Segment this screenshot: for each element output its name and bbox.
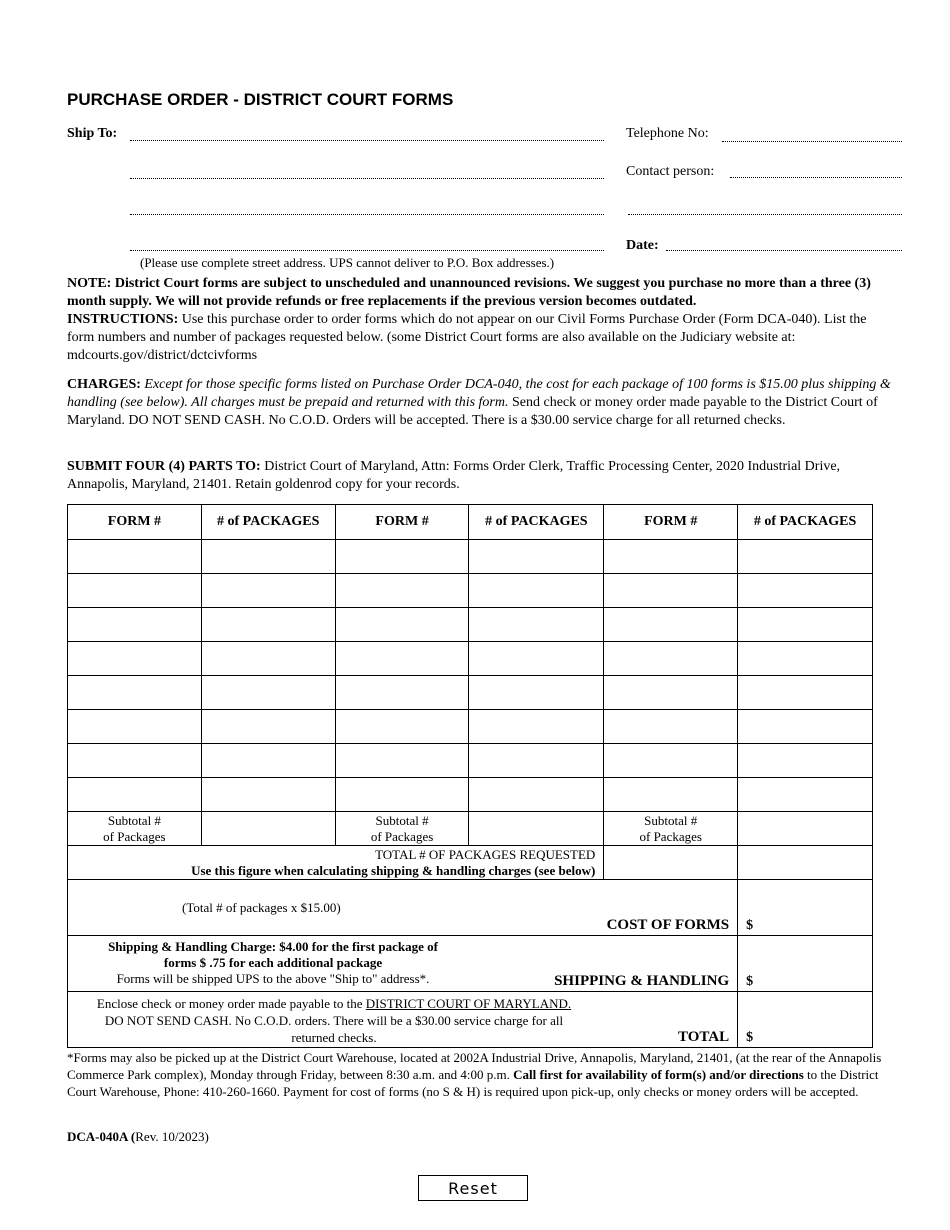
ship-to-line-2 [130, 178, 604, 179]
form-number-cell[interactable] [604, 778, 738, 812]
form-number-cell[interactable] [335, 710, 469, 744]
form-number-input[interactable] [604, 778, 737, 811]
cost-amount-cell[interactable] [738, 880, 873, 936]
form-number-input[interactable] [604, 608, 737, 641]
form-number-cell[interactable] [604, 676, 738, 710]
contact-extra-input[interactable] [628, 198, 904, 214]
form-number-cell[interactable] [68, 642, 202, 676]
form-number-cell[interactable] [68, 744, 202, 778]
subtotal-label-line1: Subtotal # [375, 812, 429, 828]
form-number-input[interactable] [604, 710, 737, 743]
subtotal-label-line2: of Packages [103, 828, 166, 844]
packages-input[interactable] [738, 642, 872, 675]
table-row [68, 540, 873, 574]
packages-input[interactable] [469, 574, 603, 607]
total-packages-line1: TOTAL # OF PACKAGES REQUESTED [375, 846, 596, 862]
subtotal-input-3[interactable] [738, 812, 872, 845]
total-label: TOTAL [677, 1029, 730, 1045]
table-row [68, 608, 873, 642]
enclose-payee: DISTRICT COURT OF MARYLAND. [365, 996, 572, 1011]
form-number-input[interactable] [68, 676, 201, 709]
form-number-cell[interactable] [68, 778, 202, 812]
packages-input[interactable] [738, 540, 872, 573]
packages-input[interactable] [738, 676, 872, 709]
total-packages-input[interactable] [738, 846, 872, 879]
table-header-row [68, 505, 873, 540]
form-number-input[interactable] [604, 744, 737, 777]
contact-person-label: Contact person: [626, 164, 715, 179]
shipping-row [68, 936, 873, 992]
cost-amount-input[interactable] [758, 918, 862, 934]
subtotal-label-line1: Subtotal # [644, 812, 698, 828]
ship-to-line-4 [130, 250, 604, 251]
packages-cell[interactable] [469, 574, 604, 608]
column-header-packages-1: # of PACKAGES [201, 505, 335, 540]
cost-dollar-sign: $ [746, 918, 754, 933]
pickup-bold-text: Call first for availability of form(s) and/or directions [513, 1067, 804, 1082]
packages-cell[interactable] [738, 676, 873, 710]
form-number-cell[interactable] [335, 778, 469, 812]
packages-cell[interactable] [201, 676, 335, 710]
submit-paragraph [67, 458, 897, 494]
submit-text: District Court of Maryland, Attn: Forms Order Clerk, Traffic Processing Center, 2020 Industrial Drive, Annapolis, Maryland, 21401. Retain goldenrod copy for your records. [67, 459, 841, 492]
subtotal-input-2[interactable] [469, 812, 603, 845]
ship-to-line-1 [130, 140, 604, 141]
form-number-cell[interactable] [335, 676, 469, 710]
form-number-input[interactable] [336, 676, 469, 709]
packages-input[interactable] [202, 744, 335, 777]
form-number-cell[interactable] [68, 676, 202, 710]
form-number-cell[interactable] [68, 574, 202, 608]
subtotal-label-1 [68, 812, 202, 846]
address-note: (Please use complete street address. UPS cannot deliver to P.O. Box addresses.) [140, 255, 555, 270]
packages-cell[interactable] [201, 574, 335, 608]
form-number-input[interactable] [336, 608, 469, 641]
subtotal-label-line2: of Packages [370, 828, 434, 844]
shipping-dollar-sign: $ [746, 974, 754, 989]
shipping-line3: Forms will be shipped UPS to the above "Ship to" address*. [116, 971, 430, 986]
packages-input[interactable] [469, 710, 603, 743]
packages-input[interactable] [469, 778, 603, 811]
packages-cell[interactable] [469, 540, 604, 574]
form-number-input[interactable] [68, 778, 201, 811]
date-line [666, 250, 902, 251]
packages-input[interactable] [738, 574, 872, 607]
subtotal-cell-1[interactable] [201, 812, 335, 846]
telephone-input[interactable] [722, 125, 904, 141]
table-row [68, 676, 873, 710]
total-dollar-sign: $ [746, 1030, 754, 1045]
column-header-packages-3: # of PACKAGES [738, 505, 873, 540]
telephone-line [722, 141, 902, 142]
form-number-cell[interactable] [335, 642, 469, 676]
packages-cell[interactable] [738, 608, 873, 642]
table-row [68, 642, 873, 676]
packages-cell[interactable] [469, 608, 604, 642]
packages-cell[interactable] [201, 642, 335, 676]
total-amount-cell[interactable] [738, 992, 873, 1048]
packages-cell[interactable] [469, 710, 604, 744]
form-number-input[interactable] [336, 778, 469, 811]
packages-cell[interactable] [738, 778, 873, 812]
shipping-amount-cell[interactable] [738, 936, 873, 992]
packages-cell[interactable] [469, 642, 604, 676]
form-id-number: DCA-040A ( [67, 1129, 136, 1144]
pickup-note [67, 1049, 892, 1100]
packages-cell[interactable] [469, 744, 604, 778]
ship-to-line-2-input[interactable] [130, 163, 606, 179]
reset-button[interactable]: Reset [418, 1175, 528, 1201]
note-paragraph [67, 275, 897, 365]
enclose-note [68, 995, 600, 1046]
packages-cell[interactable] [469, 778, 604, 812]
total-amount-input[interactable] [758, 1030, 862, 1046]
packages-cell[interactable] [201, 744, 335, 778]
packages-cell[interactable] [201, 778, 335, 812]
form-number-cell[interactable] [68, 710, 202, 744]
subtotal-label-line2: of Packages [639, 828, 702, 844]
charges-label: CHARGES: [67, 377, 141, 392]
cost-label-cell [68, 880, 738, 936]
enclose-line2: DO NOT SEND CASH. No C.O.D. orders. There will be a $30.00 service charge for all [104, 1013, 564, 1028]
form-number-cell[interactable] [604, 744, 738, 778]
packages-cell[interactable] [738, 744, 873, 778]
packages-input[interactable] [202, 574, 335, 607]
packages-input[interactable] [469, 608, 603, 641]
form-id [67, 1129, 209, 1145]
subtotal-row [68, 812, 873, 846]
form-number-input[interactable] [604, 574, 737, 607]
shipping-line1: Shipping & Handling Charge: $4.00 for the first package of [108, 939, 438, 954]
form-number-cell[interactable] [68, 540, 202, 574]
column-header-form-1: FORM # [68, 505, 202, 540]
total-label-cell [68, 992, 738, 1048]
form-number-input[interactable] [336, 574, 469, 607]
form-number-cell[interactable] [68, 608, 202, 642]
order-table [67, 504, 873, 1048]
form-number-cell[interactable] [335, 744, 469, 778]
shipping-amount-input[interactable] [758, 974, 862, 990]
packages-cell[interactable] [201, 608, 335, 642]
subtotal-input-1[interactable] [202, 812, 335, 845]
cost-note: (Total # of packages x $15.00) [182, 900, 341, 915]
form-number-cell[interactable] [335, 608, 469, 642]
total-packages-row [68, 846, 873, 880]
shipping-label-cell [68, 936, 738, 992]
packages-input[interactable] [202, 676, 335, 709]
packages-input[interactable] [738, 778, 872, 811]
total-packages-line2: Use this figure when calculating shipping & handling charges (see below) [191, 862, 596, 878]
ship-to-line-3-input[interactable] [130, 198, 606, 214]
column-header-packages-2: # of PACKAGES [469, 505, 604, 540]
total-packages-label [68, 846, 604, 880]
form-number-cell[interactable] [604, 642, 738, 676]
shipping-line2: forms $ .75 for each additional package [163, 955, 383, 970]
form-number-input[interactable] [68, 574, 201, 607]
ship-to-line-4-input[interactable] [130, 234, 606, 250]
form-number-input[interactable] [336, 710, 469, 743]
packages-cell[interactable] [738, 710, 873, 744]
instructions-text: Use this purchase order to order forms which do not appear on our Civil Forms Purchase Order (Form DCA-040). List the form numbers and number of packages requested below. (some District Court forms are also available on the Judiciary website at: mdcourts.gov/district/dctcivforms [67, 312, 867, 363]
form-revision: Rev. 10/2023) [135, 1129, 209, 1144]
charges-text: Send check or money order made payable to the District Court of Maryland. DO NOT SEND CASH. No C.O.D. Orders will be accepted. There is a $30.00 service charge for all returned checks. [67, 395, 878, 428]
packages-input[interactable] [469, 676, 603, 709]
enclose-line1: Enclose check or money order made payable to the [96, 996, 366, 1011]
form-number-input[interactable] [604, 676, 737, 709]
subtotal-cell-2[interactable] [469, 812, 604, 846]
packages-input[interactable] [738, 744, 872, 777]
total-packages-spacer [604, 846, 738, 880]
form-number-cell[interactable] [604, 710, 738, 744]
charges-italic-text: Except for those specific forms listed on Purchase Order DCA-040, the cost for each package of 100 forms is $15.00 plus shipping & handling (see below). All charges must be prepaid and returned with this form. [67, 377, 891, 410]
table-row [68, 710, 873, 744]
packages-input[interactable] [202, 778, 335, 811]
contact-person-line [730, 177, 902, 178]
subtotal-label-3 [604, 812, 738, 846]
form-number-cell[interactable] [604, 540, 738, 574]
form-number-cell[interactable] [335, 574, 469, 608]
packages-cell[interactable] [738, 540, 873, 574]
table-row [68, 778, 873, 812]
pickup-text-b: to the District Court Warehouse, Phone: 410-260-1660. Payment for cost of forms (no S & H) is required upon pick-up, only checks or money orders will be accepted. [67, 1067, 879, 1099]
ship-to-line-3 [130, 214, 604, 215]
packages-input[interactable] [738, 608, 872, 641]
form-number-input[interactable] [68, 608, 201, 641]
packages-cell[interactable] [201, 540, 335, 574]
form-number-input[interactable] [604, 642, 737, 675]
shipping-handling-label: SHIPPING & HANDLING [554, 973, 730, 989]
form-number-input[interactable] [604, 540, 737, 573]
packages-input[interactable] [469, 744, 603, 777]
table-row [68, 744, 873, 778]
charges-paragraph [67, 376, 897, 430]
subtotal-label-2 [335, 812, 469, 846]
packages-input[interactable] [469, 540, 603, 573]
packages-input[interactable] [202, 608, 335, 641]
subtotal-label-line1: Subtotal # [107, 812, 161, 828]
form-number-input[interactable] [68, 540, 201, 573]
packages-input[interactable] [202, 642, 335, 675]
enclose-line3: returned checks. [291, 1030, 377, 1045]
cost-row [68, 880, 873, 936]
column-header-form-2: FORM # [335, 505, 469, 540]
packages-input[interactable] [469, 642, 603, 675]
shipping-description [68, 939, 478, 987]
date-input[interactable] [666, 234, 904, 250]
telephone-label: Telephone No: [626, 126, 709, 141]
entry-rows [68, 540, 873, 812]
cost-of-forms-label: COST OF FORMS [606, 917, 730, 933]
packages-cell[interactable] [738, 574, 873, 608]
note-text: NOTE: District Court forms are subject to unscheduled and unannounced revisions. We suggest you purchase no more than a three (3) month supply. We will not provide refunds or free replacements if the previous version becomes outdated. [67, 276, 871, 309]
ship-to-line-1-input[interactable] [130, 125, 606, 141]
total-packages-cell[interactable] [738, 846, 873, 880]
table-row [68, 574, 873, 608]
form-number-input[interactable] [68, 642, 201, 675]
form-number-input[interactable] [68, 710, 201, 743]
packages-input[interactable] [202, 540, 335, 573]
packages-input[interactable] [202, 710, 335, 743]
form-number-input[interactable] [68, 744, 201, 777]
page-title: PURCHASE ORDER - DISTRICT COURT FORMS [67, 90, 454, 109]
contact-person-input[interactable] [730, 162, 904, 178]
packages-input[interactable] [738, 710, 872, 743]
form-number-cell[interactable] [604, 574, 738, 608]
submit-label: SUBMIT FOUR (4) PARTS TO: [67, 459, 261, 474]
column-header-form-3: FORM # [604, 505, 738, 540]
packages-cell[interactable] [201, 710, 335, 744]
date-label: Date: [626, 238, 659, 253]
contact-extra-line [628, 214, 902, 215]
form-number-cell[interactable] [335, 540, 469, 574]
instructions-label: INSTRUCTIONS: [67, 312, 179, 327]
ship-to-label: Ship To: [67, 126, 118, 141]
total-row [68, 992, 873, 1048]
form-number-input[interactable] [336, 642, 469, 675]
pickup-text-a: *Forms may also be picked up at the District Court Warehouse, located at 2002A Industrial Drive, Annapolis, Maryland, 21401, (at the rear of the Annapolis Commerce Park complex), Monday through Friday, between 8:30 a.m. and 4:00 p.m. [67, 1050, 882, 1082]
form-number-input[interactable] [336, 540, 469, 573]
subtotal-cell-3[interactable] [738, 812, 873, 846]
form-number-cell[interactable] [604, 608, 738, 642]
form-number-input[interactable] [336, 744, 469, 777]
packages-cell[interactable] [738, 642, 873, 676]
packages-cell[interactable] [469, 676, 604, 710]
